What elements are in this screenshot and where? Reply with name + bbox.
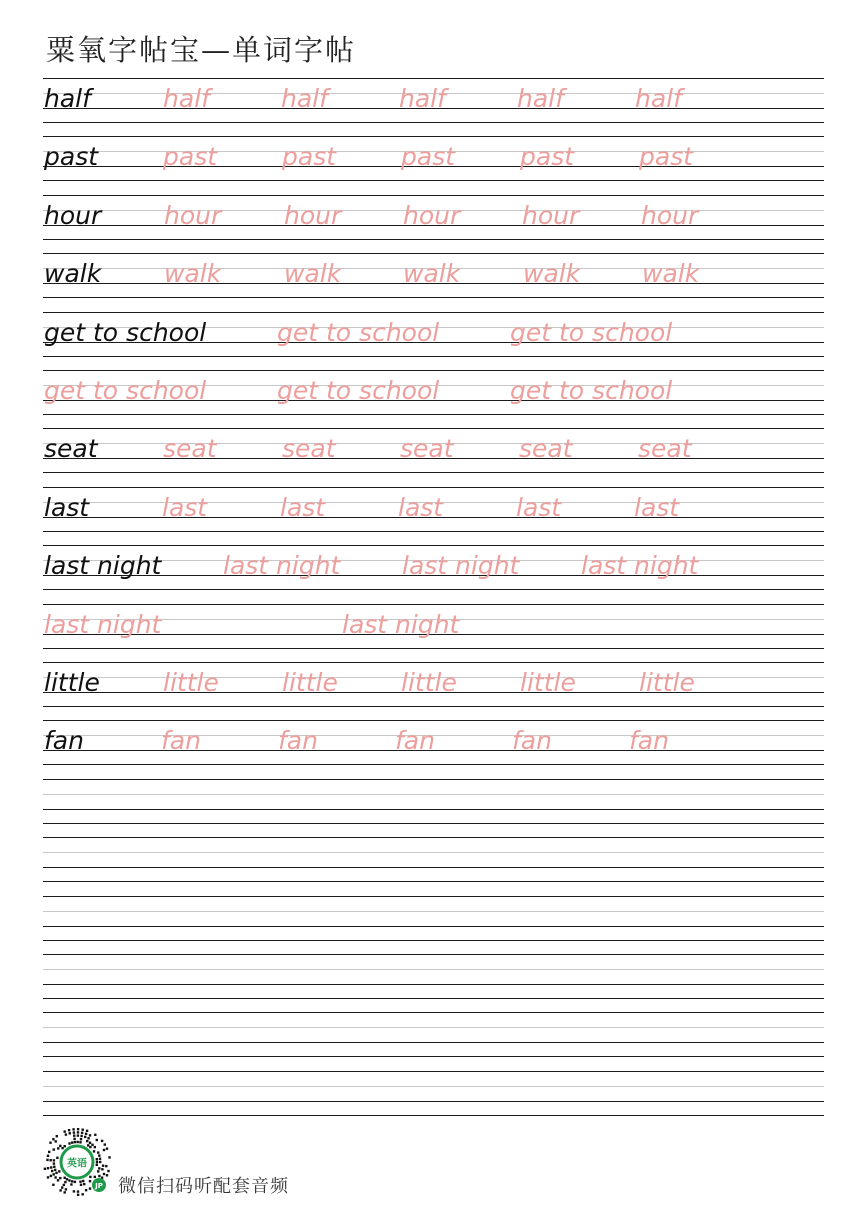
trace-word: last night [44, 610, 162, 639]
rule-line [43, 253, 824, 254]
qr-module [77, 1194, 79, 1196]
trace-word: walk [284, 259, 342, 288]
qr-module [77, 1128, 79, 1130]
qr-module [102, 1165, 104, 1167]
trace-word: little [520, 668, 576, 697]
qr-module [80, 1138, 82, 1140]
trace-word: get to school [510, 376, 673, 405]
qr-module [98, 1175, 100, 1177]
trace-word: walk [523, 259, 581, 288]
qr-module [61, 1186, 63, 1188]
qr-module [81, 1132, 83, 1134]
trace-word: last night [342, 610, 460, 639]
qr-module [87, 1144, 89, 1146]
qr-module [82, 1129, 84, 1131]
qr-module [73, 1138, 75, 1140]
rule-line [43, 648, 824, 649]
qr-module [106, 1148, 108, 1150]
rule-line [43, 998, 824, 999]
trace-word: walk [164, 259, 222, 288]
qr-module [68, 1179, 70, 1181]
qr-module [64, 1145, 66, 1147]
model-word: get to school [44, 318, 207, 347]
rule-line [43, 1056, 824, 1057]
model-word: past [44, 142, 99, 171]
qr-module [89, 1187, 91, 1189]
trace-word: hour [522, 201, 580, 230]
rule-line [43, 911, 824, 912]
rule-line [43, 1027, 824, 1028]
qr-module [87, 1137, 89, 1139]
qr-module [96, 1158, 98, 1160]
qr-module [89, 1142, 91, 1144]
qr-module [80, 1135, 82, 1137]
qr-module [55, 1140, 57, 1142]
qr-module [96, 1164, 98, 1166]
qr-badge-label: 英语 [67, 1158, 87, 1170]
qr-module [44, 1168, 46, 1170]
qr-module [72, 1128, 74, 1130]
qr-module [64, 1191, 66, 1193]
qr-module [52, 1184, 54, 1186]
qr-corner-label: JP [95, 1182, 103, 1190]
trace-word: little [639, 668, 695, 697]
trace-word: last night [223, 551, 341, 580]
rule-line [43, 706, 824, 707]
qr-module [73, 1190, 75, 1192]
qr-module [104, 1143, 106, 1145]
trace-word: hour [164, 201, 222, 230]
model-word: last [44, 493, 90, 522]
qr-module [89, 1176, 91, 1178]
qr-module [51, 1170, 53, 1172]
trace-word: last [634, 493, 680, 522]
qr-module [64, 1130, 66, 1132]
qr-module [50, 1175, 52, 1177]
qr-module [53, 1159, 55, 1161]
page-title: 粟氧字帖宝—单词字帖 [46, 33, 357, 67]
trace-word: past [520, 142, 575, 171]
trace-word: half [281, 84, 328, 113]
qr-module [63, 1184, 65, 1186]
qr-module [103, 1173, 105, 1175]
qr-module [56, 1135, 58, 1137]
rule-line [43, 545, 824, 546]
trace-word: get to school [44, 376, 207, 405]
qr-module [82, 1180, 84, 1182]
trace-word: past [639, 142, 694, 171]
trace-word: fan [395, 726, 435, 755]
qr-module [103, 1149, 105, 1151]
qr-module [86, 1140, 88, 1142]
trace-word: get to school [277, 376, 440, 405]
model-word: fan [44, 726, 84, 755]
trace-word: half [517, 84, 564, 113]
qr-module [80, 1184, 82, 1186]
rule-line [43, 940, 824, 941]
qr-module [97, 1151, 99, 1153]
qr-module [96, 1161, 98, 1163]
qr-module [47, 1167, 49, 1169]
model-word: seat [44, 434, 98, 463]
trace-word: last [516, 493, 562, 522]
qr-module [82, 1193, 84, 1195]
qr-module [108, 1156, 110, 1158]
qr-module [54, 1176, 56, 1178]
qr-module [64, 1177, 66, 1179]
qr-module [56, 1157, 58, 1159]
qr-module [61, 1147, 63, 1149]
rule-line [43, 867, 824, 868]
trace-word: hour [403, 201, 461, 230]
qr-module [57, 1179, 59, 1181]
rule-line [43, 969, 824, 970]
model-word: hour [44, 201, 102, 230]
rule-line [43, 764, 824, 765]
qr-module [98, 1167, 100, 1169]
qr-module [85, 1189, 87, 1191]
qr-module [96, 1139, 98, 1141]
trace-word: little [163, 668, 219, 697]
trace-word: past [282, 142, 337, 171]
trace-word: seat [282, 434, 336, 463]
trace-word: fan [161, 726, 201, 755]
qr-module [59, 1177, 61, 1179]
qr-module [94, 1176, 96, 1178]
qr-module [48, 1151, 50, 1153]
qr-module [77, 1190, 79, 1192]
qr-module [89, 1180, 91, 1182]
rule-line [43, 428, 824, 429]
trace-word: half [635, 84, 682, 113]
qr-module [106, 1174, 108, 1176]
rule-line [43, 954, 824, 955]
trace-word: seat [519, 434, 573, 463]
model-word: little [44, 668, 100, 697]
qr-module [71, 1141, 73, 1143]
qr-module [49, 1142, 51, 1144]
rule-line [43, 809, 824, 810]
qr-module [84, 1136, 86, 1138]
rule-line [43, 356, 824, 357]
model-word: half [44, 84, 91, 113]
qr-module [66, 1178, 68, 1180]
trace-word: hour [284, 201, 342, 230]
qr-module [99, 1161, 101, 1163]
qr-module [79, 1141, 81, 1143]
trace-word: walk [403, 259, 461, 288]
trace-word: get to school [277, 318, 440, 347]
qr-module [47, 1176, 49, 1178]
qr-module [74, 1141, 76, 1143]
trace-word: last night [402, 551, 520, 580]
rule-line [43, 195, 824, 196]
qr-module [71, 1180, 73, 1182]
rule-line [43, 926, 824, 927]
rule-line [43, 472, 824, 473]
rule-line [43, 1042, 824, 1043]
qr-module [59, 1145, 61, 1147]
model-word: walk [44, 259, 102, 288]
rule-line [43, 1086, 824, 1087]
trace-word: last [162, 493, 208, 522]
qr-module [83, 1183, 85, 1185]
qr-module [46, 1159, 48, 1161]
trace-word: fan [629, 726, 669, 755]
qr-module [50, 1166, 52, 1168]
qr-module [77, 1134, 79, 1136]
qr-module [91, 1144, 93, 1146]
qr-module [77, 1141, 79, 1143]
qr-module [94, 1146, 96, 1148]
qr-module [53, 1173, 55, 1175]
trace-word: seat [638, 434, 692, 463]
rule-line [43, 589, 824, 590]
rule-line [43, 852, 824, 853]
rule-line [43, 414, 824, 415]
qr-module [99, 1158, 101, 1160]
rule-line [43, 1101, 824, 1102]
trace-word: past [401, 142, 456, 171]
rule-line [43, 239, 824, 240]
qr-module [68, 1129, 70, 1131]
rule-line [43, 180, 824, 181]
rule-line [43, 604, 824, 605]
rule-line [43, 531, 824, 532]
trace-word: walk [642, 259, 700, 288]
trace-word: seat [400, 434, 454, 463]
qr-module [86, 1130, 88, 1132]
trace-word: past [163, 142, 218, 171]
trace-word: get to school [510, 318, 673, 347]
rule-line [43, 1012, 824, 1013]
rule-line [43, 662, 824, 663]
qr-module [94, 1134, 96, 1136]
rule-line [43, 136, 824, 137]
qr-code-icon[interactable] [42, 1128, 112, 1198]
rule-line [43, 881, 824, 882]
rule-line [43, 487, 824, 488]
qr-module [54, 1169, 56, 1171]
rule-line [43, 297, 824, 298]
rule-line [43, 823, 824, 824]
trace-word: fan [278, 726, 318, 755]
rule-line [43, 312, 824, 313]
trace-word: last [280, 493, 326, 522]
qr-module [73, 1135, 75, 1137]
rule-line [43, 837, 824, 838]
qr-module [47, 1155, 49, 1157]
qr-module [79, 1181, 81, 1183]
qr-module [69, 1132, 71, 1134]
qr-module [50, 1159, 52, 1161]
qr-module [57, 1147, 59, 1149]
trace-word: last night [581, 551, 699, 580]
trace-word: half [399, 84, 446, 113]
qr-module [77, 1131, 79, 1133]
rule-line [43, 984, 824, 985]
qr-module [73, 1131, 75, 1133]
trace-word: fan [512, 726, 552, 755]
qr-module [59, 1189, 61, 1191]
qr-module [101, 1140, 103, 1142]
rule-line [43, 370, 824, 371]
qr-module [89, 1146, 91, 1148]
qr-module [53, 1166, 55, 1168]
qr-module [58, 1170, 60, 1172]
rule-line [43, 896, 824, 897]
rule-line [43, 122, 824, 123]
qr-module [107, 1170, 109, 1172]
model-word: last night [44, 551, 162, 580]
qr-module [70, 1183, 72, 1185]
qr-module [93, 1150, 95, 1152]
trace-word: half [163, 84, 210, 113]
qr-module [68, 1142, 70, 1144]
qr-module [65, 1188, 67, 1190]
rule-line [43, 1115, 824, 1116]
qr-module [97, 1170, 99, 1172]
audio-scan-caption: 微信扫码听配套音频 [118, 1176, 289, 1197]
rule-line [43, 779, 824, 780]
rule-line [43, 720, 824, 721]
qr-module [101, 1168, 103, 1170]
qr-module [105, 1165, 107, 1167]
qr-module [85, 1133, 87, 1135]
qr-module [65, 1133, 67, 1135]
rule-line [43, 1071, 824, 1072]
trace-word: last [398, 493, 444, 522]
rule-line [43, 78, 824, 79]
qr-module [55, 1172, 57, 1174]
qr-module [53, 1162, 55, 1164]
trace-word: little [282, 668, 338, 697]
qr-module [98, 1154, 100, 1156]
rule-line [43, 794, 824, 795]
trace-word: hour [641, 201, 699, 230]
qr-module [64, 1181, 66, 1183]
qr-module [52, 1138, 54, 1140]
trace-word: little [401, 668, 457, 697]
qr-module [89, 1134, 91, 1136]
trace-word: seat [163, 434, 217, 463]
qr-module [53, 1148, 55, 1150]
qr-module [74, 1181, 76, 1183]
